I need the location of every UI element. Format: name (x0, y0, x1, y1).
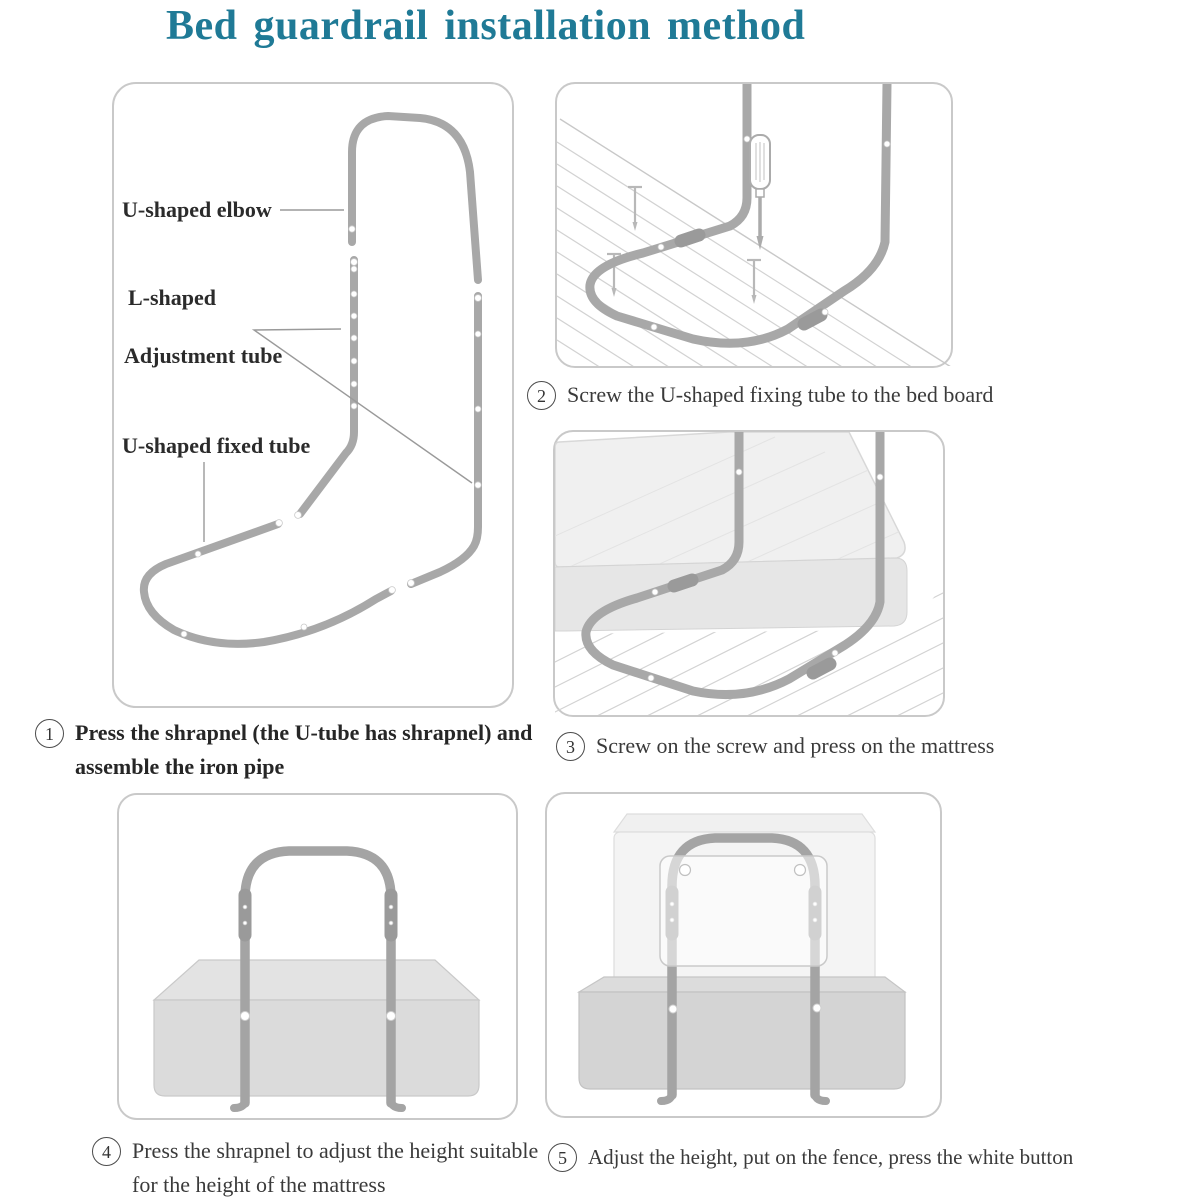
step1-text: Press the shrapnel (the U-tube has shrapnel) and assemble the iron pipe (75, 720, 533, 779)
step1-number: 1 (35, 719, 64, 748)
step4-text: Press the shrapnel to adjust the height suitable for the height of the mattress (132, 1138, 539, 1197)
white-button (813, 1004, 821, 1012)
page-title: Bed guardrail installation method (166, 3, 806, 49)
step5-illustration (547, 794, 940, 1116)
label-u-shaped-fixed-tube: U-shaped fixed tube (122, 433, 311, 458)
step4-number: 4 (92, 1137, 121, 1166)
white-button (795, 865, 806, 876)
u-shaped-elbow-drawing (352, 116, 478, 280)
step4-caption (92, 1134, 554, 1200)
step3-illustration (555, 432, 943, 715)
step3-text: Screw on the screw and press on the mattress (596, 733, 995, 758)
white-button (680, 865, 691, 876)
parts-diagram (114, 84, 512, 706)
step5-caption (548, 1140, 1073, 1174)
screw-icon (747, 260, 761, 304)
white-button (669, 1005, 677, 1013)
mattress-drawing (154, 960, 479, 1096)
label-leader-lines (204, 210, 472, 542)
step3-number: 3 (556, 732, 585, 761)
screw-icon (628, 187, 642, 231)
fence-panel (660, 856, 827, 966)
label-adjustment-tube: Adjustment tube (124, 343, 283, 368)
step2-number: 2 (527, 381, 556, 410)
u-shaped-fixed-tube-drawing (144, 524, 391, 644)
parts-diagram-panel (112, 82, 514, 708)
step4-panel (117, 793, 518, 1120)
step4-illustration (119, 795, 516, 1118)
step5-panel (545, 792, 942, 1118)
step2-text: Screw the U-shaped fixing tube to the bed board (567, 382, 994, 407)
screwdriver-icon (750, 135, 770, 250)
label-l-shaped: L-shaped (128, 285, 217, 310)
white-button (241, 1012, 250, 1021)
adjustment-tube-right-drawing (411, 296, 478, 584)
guardrail-exploded-drawing (122, 116, 481, 644)
step2-panel (555, 82, 953, 368)
step3-panel (553, 430, 945, 717)
step3-caption (556, 729, 994, 763)
mattress-drawing (579, 977, 905, 1089)
step5-number: 5 (548, 1143, 577, 1172)
label-u-shaped-elbow: U-shaped elbow (122, 197, 272, 222)
step2-caption (527, 378, 993, 412)
step1-caption (35, 716, 557, 784)
white-button (387, 1012, 396, 1021)
adjustment-tube-left-drawing (300, 260, 354, 514)
step5-text: Adjust the height, put on the fence, press the white button (588, 1145, 1074, 1169)
step2-illustration (557, 84, 951, 366)
